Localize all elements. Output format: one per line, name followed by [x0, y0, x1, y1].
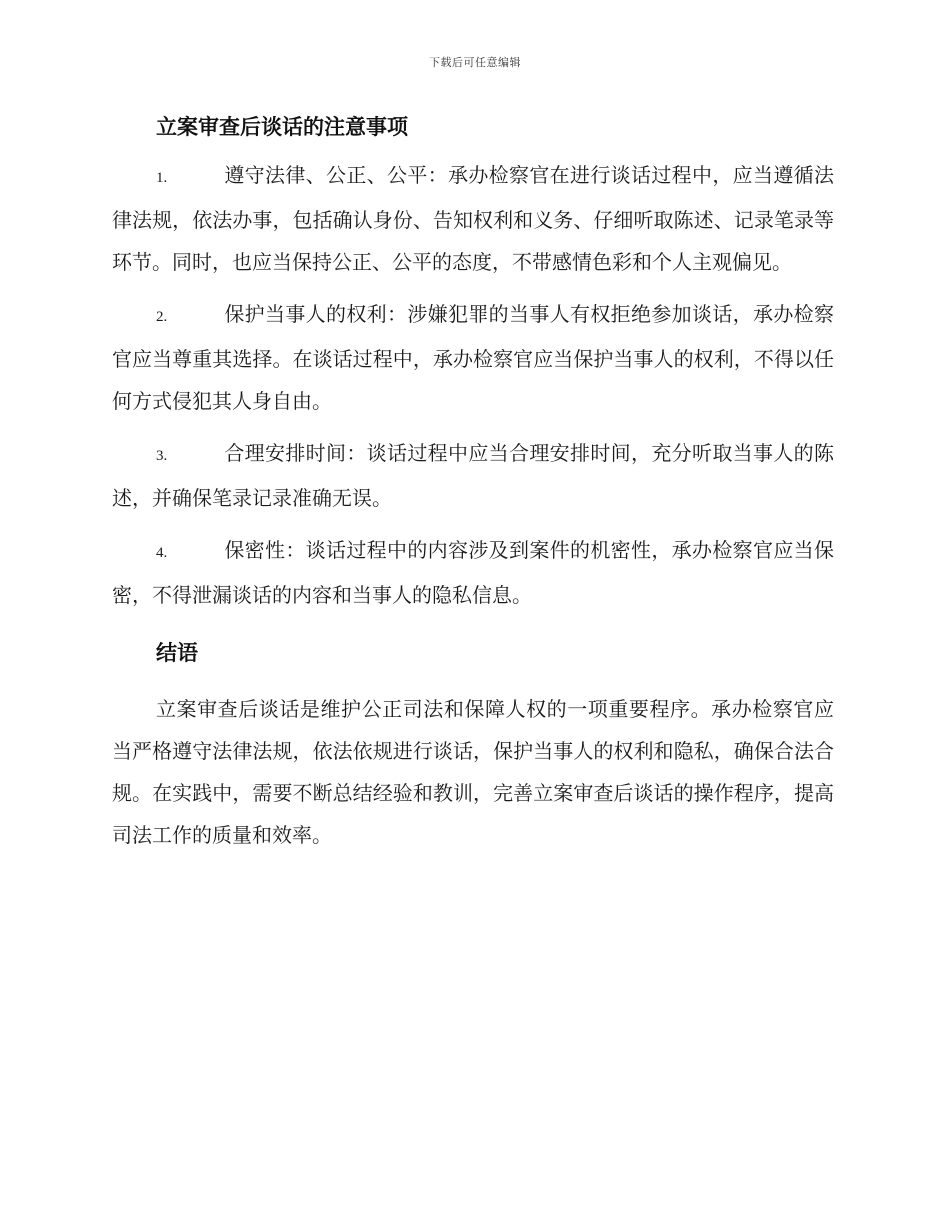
header-note: 下载后可任意编辑	[429, 56, 521, 69]
list-item	[112, 529, 834, 616]
section-heading-precautions: 立案审查后谈话的注意事项	[156, 114, 408, 139]
list-item-number: 1.	[156, 170, 168, 186]
list-item-text: 遵守法律、公正、公平：承办检察官在进行谈话过程中，应当遵循法律法规，依法办事，包括确认身份、告知权利和义务、仔细听取陈述、记录笔录等环节。同时，也应当保持公正、公平的态度，不带感情色彩和个人主观偏见。	[112, 163, 834, 274]
section-heading-conclusion: 结语	[156, 640, 198, 665]
document-content	[112, 110, 834, 856]
conclusion-paragraph: 立案审查后谈话是维护公正司法和保障人权的一项重要程序。承办检察官应当严格遵守法律法规，依法依规进行谈话，保护当事人的权利和隐私，确保合法合规。在实践中，需要不断总结经验和教训，完善立案审查后谈话的操作程序，提高司法工作的质量和效率。	[112, 697, 834, 847]
list-item-text: 保护当事人的权利：涉嫌犯罪的当事人有权拒绝参加谈话，承办检察官应当尊重其选择。在谈话过程中，承办检察官应当保护当事人的权利，不得以任何方式侵犯其人身自由。	[112, 302, 834, 413]
list-item	[112, 432, 834, 519]
list-item-text: 保密性：谈话过程中的内容涉及到案件的机密性，承办检察官应当保密，不得泄漏谈话的内容和当事人的隐私信息。	[112, 538, 834, 607]
list-item-number: 4.	[156, 545, 168, 561]
list-item-text: 合理安排时间：谈话过程中应当合理安排时间，充分听取当事人的陈述，并确保笔录记录准确无误。	[112, 441, 834, 510]
list-item-number: 3.	[156, 448, 168, 464]
list-item	[112, 293, 834, 422]
list-item-number: 2.	[156, 309, 168, 325]
list-item	[112, 154, 834, 283]
